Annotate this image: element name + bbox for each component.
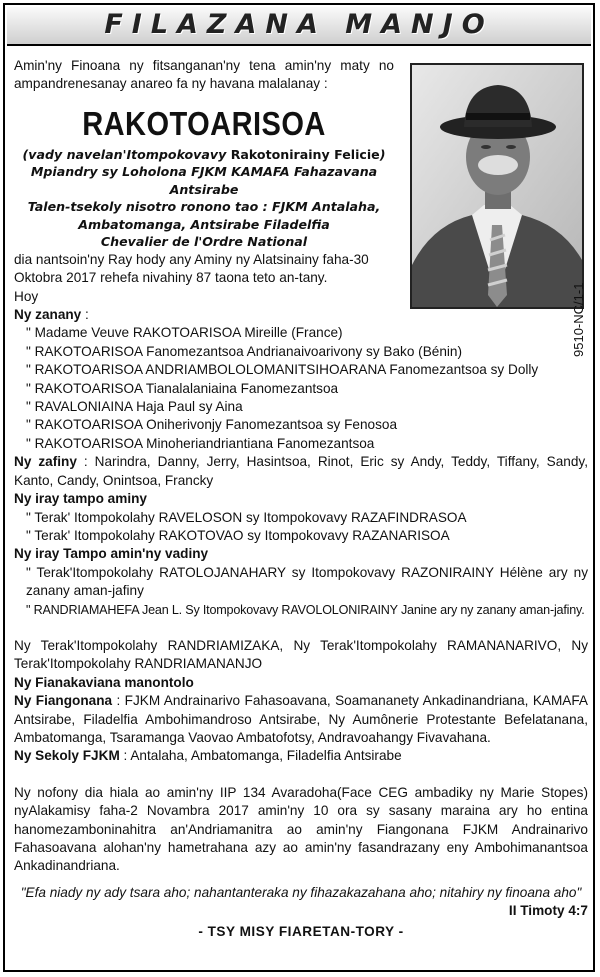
churches-line: [14, 692, 588, 747]
footer-note: - TSY MISY FIARETAN-TORY -: [198, 923, 404, 939]
funeral-details: Ny nofony dia hiala ao amin'ny IIP 134 Avaradoha(Face CEG ambadiky ny Marie Stopes) nyAlakamisy faha-2 Novambra 2017 amin'ny 10 ora sy sasany maraina ary ho entina hanomezamboninahitra an'Andriamanitra ao amin'ny Fiangonana FJKM Andrainarivo Fahasoavana alohan'ny hametrahana azy ao amin'ny fasandrazany eny Ambohimanantsoa Ankadinandriana.: [14, 784, 588, 874]
grandchildren-line: [14, 453, 588, 490]
deceased-details: [14, 146, 394, 251]
intro-text: Amin'ny Finoana ny fitsanganan'ny tena amin'ny maty no ampandrenesanay anareo fa ny havana malalanay :: [14, 58, 394, 92]
churches-list: : FJKM Andrainarivo Fahasoavana, Soamananety Ankadinandriana, KAMAFA Antsirabe, Filadelfia Ambohimandroso Antsirabe, Ny Aumônerie Protestante Befelatanana, Ambatomanga, Tsaramanga Vaovao Ambatofotsy, Andravoahangy Fivavahana.: [14, 693, 588, 745]
list-item: " RAVALONIAINA Haja Paul sy Aina: [26, 399, 243, 415]
spouse-suffix: ): [379, 146, 386, 162]
extended-family-line: Ny Fianakaviana manontolo: [14, 674, 194, 690]
list-item: " RAKOTOARISOA Minoheriandriantiana Fanomezantsoa: [26, 435, 375, 451]
schools-label: Ny Sekoly FJKM: [14, 748, 120, 764]
spouse-prefix: (vady navelan'Itompokovavy: [22, 146, 231, 162]
churches-label: Ny Fiangonana: [14, 693, 113, 709]
bible-quote: "Efa niady ny ady tsara aho; nahantanteraka ny fihazakazahana aho; nitahiry ny finoana aho": [20, 884, 582, 900]
list-item: " Madame Veuve RAKOTOARISOA Mireille (France): [26, 325, 343, 341]
deceased-name: RAKOTOARISOA: [82, 104, 326, 142]
notice-body: [14, 57, 588, 941]
children-list: [14, 324, 588, 453]
list-item: " RANDRIAMAHEFA Jean L. Sy Itompokovavy RAVOLOLONIRAINY Janine ary ny zanany aman-jafiny.: [26, 602, 585, 617]
honour-line: Chevalier de l'Ordre National: [100, 234, 308, 250]
obituary-notice: [3, 3, 595, 972]
list-item: " Terak'Itompokolahy RATOLOJANAHARY sy Itompokovavy RAZONIRAINY Hélène ary ny zanany aman-jafiny: [26, 564, 588, 599]
list-item: " RAKOTOARISOA Fanomezantsoa Andrianaivoarivony sy Bako (Bénin): [26, 343, 463, 359]
death-notice: dia nantsoin'ny Ray hody any Aminy ny Alatsinainy faha-30 Oktobra 2017 rehefa nivahiny 87 taona teto an-tany.: [14, 251, 369, 286]
quote-reference: II Timoty 4:7: [508, 903, 588, 919]
portrait-photo: [410, 63, 584, 309]
portrait-illustration: [412, 65, 582, 307]
list-item: " RAKOTOARISOA Oniherivonjy Fanomezantsoa sy Fenosoa: [26, 417, 398, 433]
church-role: Mpiandry sy Loholona FJKM KAMAFA Fahazavana Antsirabe: [30, 164, 378, 197]
wife-siblings-list: [14, 564, 588, 619]
children-colon: :: [81, 307, 89, 323]
reference-code: 9510-NC/1-1: [571, 282, 586, 357]
relatives-line: Ny Terak'Itompokolahy RANDRIAMIZAKA, Ny Terak'Itompokolahy RAMANANARIVO, Ny Terak'Itompokolahy RANDRIAMANANJO: [14, 637, 588, 672]
spouse-name: Rakotonirainy Felicie: [230, 146, 380, 162]
spouse-line: [14, 146, 394, 164]
hoy-label: Hoy: [14, 288, 39, 304]
schools-list: : Antalaha, Ambatomanga, Filadelfia Antsirabe: [123, 748, 402, 764]
grandchildren-names: : Narindra, Danny, Jerry, Hasintsoa, Rinot, Eric sy Andy, Teddy, Tiffany, Sandy, Kanto, Candy, Onintsoa, Francky: [14, 454, 588, 488]
banner-title: FILAZANA MANJO: [104, 9, 494, 40]
notice-banner: [7, 7, 591, 46]
list-item: " Terak' Itompokolahy RAKOTOVAO sy Itompokovavy RAZANARISOA: [26, 527, 450, 543]
list-item: " RAKOTOARISOA ANDRIAMBOLOLOMANITSIHOARANA Fanomezantsoa sy Dolly: [26, 362, 539, 378]
list-item: " RAKOTOARISOA Tianalalaniaina Fanomezantsoa: [26, 380, 339, 396]
siblings-list: [14, 509, 588, 546]
wife-siblings-heading: Ny iray Tampo amin'ny vadiny: [14, 546, 209, 562]
career-line: Talen-tsekoly nisotro ronono tao : FJKM Antalaha, Ambatomanga, Antsirabe Filadelfia: [27, 199, 381, 232]
grandchildren-label: Ny zafiny: [14, 454, 77, 470]
schools-line: [14, 747, 588, 765]
list-item: " Terak' Itompokolahy RAVELOSON sy Itompokovavy RAZAFINDRASOA: [26, 509, 467, 525]
children-label: Ny zanany: [14, 307, 82, 323]
siblings-heading: Ny iray tampo aminy: [14, 491, 147, 507]
